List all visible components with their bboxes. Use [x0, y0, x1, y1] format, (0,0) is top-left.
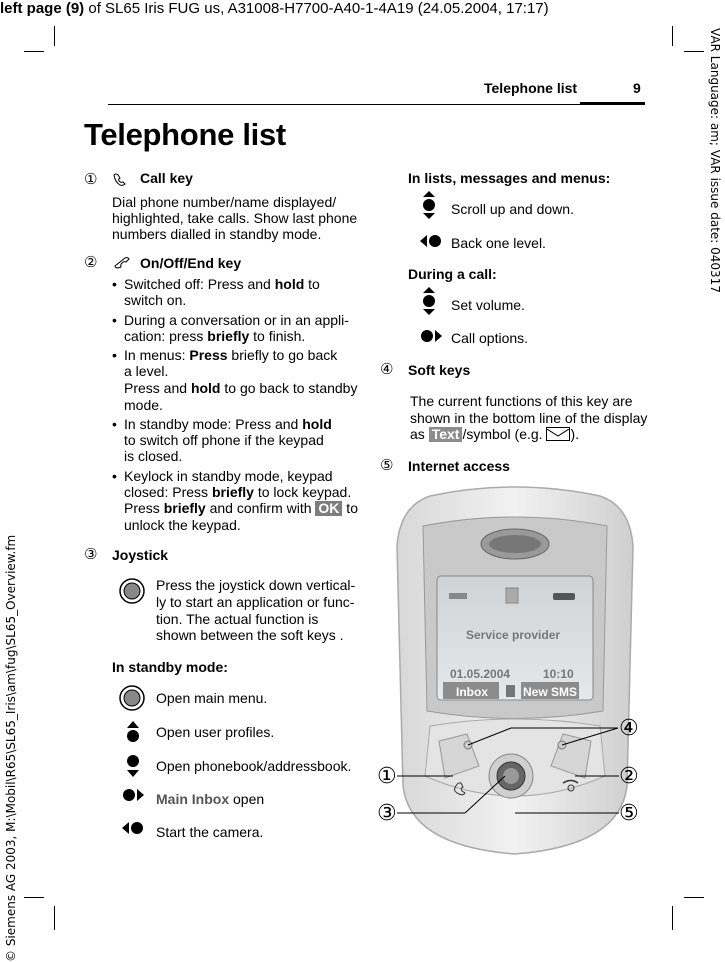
- subheading: In standby mode:: [112, 659, 228, 675]
- section-number: ④: [380, 360, 394, 378]
- paragraph-line: Press the joystick down vertical-: [156, 577, 356, 593]
- bullet-item: • Keylock in standby mode, keypad: [124, 468, 333, 484]
- list-item-text: Scroll up and down.: [451, 201, 574, 217]
- running-header-title: Telephone list: [484, 80, 578, 96]
- bullet-item: • In menus: Press briefly to go back: [124, 347, 337, 363]
- section-number: ③: [84, 545, 98, 563]
- list-item-text: Open user profiles.: [156, 724, 275, 740]
- subheading: In lists, messages and menus:: [408, 170, 611, 186]
- bullet-continuation: to switch off phone if the keypad: [124, 432, 324, 448]
- section-number: ②: [84, 253, 98, 271]
- screen-provider-text: Service provider: [466, 628, 561, 642]
- list-item-text: Open phonebook/addressbook.: [156, 758, 352, 774]
- callout-soft-keys: ④: [619, 716, 639, 741]
- bullet-continuation: unlock the keypad.: [124, 517, 241, 533]
- section-number: ⑤: [380, 456, 394, 474]
- section-title: Soft keys: [408, 362, 471, 378]
- joystick-left-icon: [418, 232, 444, 250]
- bullet-continuation: switch on.: [124, 292, 187, 308]
- paragraph-line: ly to start an application or func-: [156, 594, 355, 610]
- paragraph-line: shown between the soft keys .: [156, 627, 344, 643]
- page-number: 9: [633, 80, 641, 96]
- bullet-continuation: cation: press briefly to finish.: [124, 328, 306, 344]
- section-title: On/Off/End key: [140, 255, 242, 271]
- list-item-text: Call options.: [451, 330, 529, 346]
- paragraph-line: as Text /symbol (e.g. ).: [410, 426, 580, 442]
- paragraph-line: numbers dialled in standby mode.: [112, 226, 322, 242]
- screen-left-softkey: Inbox: [456, 685, 488, 699]
- bullet-item: • Switched off: Press and hold to: [124, 276, 320, 292]
- header-rule-accent: [580, 102, 645, 104]
- joystick-right-icon: [418, 327, 444, 345]
- joystick-up-down-icon: [420, 190, 438, 220]
- ok-key-label: OK: [315, 501, 342, 516]
- screen-right-softkey: New SMS: [523, 685, 578, 699]
- paragraph-line: tion. The actual function is: [156, 611, 319, 627]
- section-title: Call key: [140, 170, 193, 186]
- screen-time: 10:10: [543, 667, 574, 681]
- bullet-continuation: Press and hold to go back to standby: [124, 380, 358, 396]
- section-title: Internet access: [408, 458, 510, 474]
- joystick-left-icon: [120, 819, 146, 837]
- bullet-item: • During a conversation or in an appli-: [124, 312, 349, 328]
- paragraph-line: Dial phone number/name displayed/: [112, 194, 337, 210]
- joystick-center-icon: [118, 684, 146, 712]
- paragraph-line: highlighted, take calls. Show last phone: [112, 210, 358, 226]
- subheading: During a call:: [408, 266, 497, 282]
- side-meta-right: VAR Language: am; VAR issue date: 040317: [708, 28, 722, 293]
- joystick-up-icon: [124, 719, 142, 745]
- paragraph-line: shown in the bottom line of the display: [410, 410, 648, 426]
- joystick-down-icon: [124, 753, 142, 779]
- bullet-item: • In standby mode: Press and hold: [124, 416, 332, 432]
- callout-end-key: ②: [619, 764, 639, 789]
- page-title: Telephone list: [84, 117, 286, 152]
- text-key-label: Text: [429, 427, 463, 442]
- paragraph-line: The current functions of this key are: [410, 393, 633, 409]
- envelope-icon: [546, 427, 570, 441]
- joystick-right-icon: [120, 786, 146, 804]
- end-key-icon: [112, 255, 134, 269]
- header-rule: [108, 104, 645, 105]
- callout-joystick: ③: [377, 801, 397, 826]
- callout-internet: ⑤: [619, 801, 639, 826]
- section-title: Joystick: [112, 547, 169, 563]
- list-item-text: Open main menu.: [156, 690, 268, 706]
- joystick-center-icon: [118, 577, 146, 605]
- call-key-icon: [112, 172, 134, 186]
- bullet-continuation: Press briefly and confirm with OK to: [124, 500, 358, 516]
- screen-date: 01.05.2004: [450, 667, 511, 681]
- callout-call-key: ①: [377, 764, 397, 789]
- bullet-continuation: a level.: [124, 363, 169, 379]
- side-meta-left: © Siemens AG 2003, M:\Mobil\R65\SL65_Iris\am\fug\SL65_Overview.fm: [4, 534, 18, 962]
- list-item-text: Back one level.: [451, 235, 546, 251]
- bullet-continuation: mode.: [124, 397, 163, 413]
- list-item-text: Main Inbox open: [156, 791, 265, 807]
- list-item-text: Start the camera.: [156, 824, 264, 840]
- document-meta-line: left page (9) of SL65 Iris FUG us, A31008-H7700-A40-1-4A19 (24.05.2004, 17:17): [0, 0, 549, 17]
- list-item-text: Set volume.: [451, 297, 525, 313]
- bullet-continuation: is closed.: [124, 448, 183, 464]
- section-number: ①: [84, 170, 98, 188]
- phone-illustration: [375, 486, 655, 862]
- joystick-up-down-icon: [420, 286, 438, 316]
- bullet-continuation: closed: Press briefly to lock keypad.: [124, 484, 352, 500]
